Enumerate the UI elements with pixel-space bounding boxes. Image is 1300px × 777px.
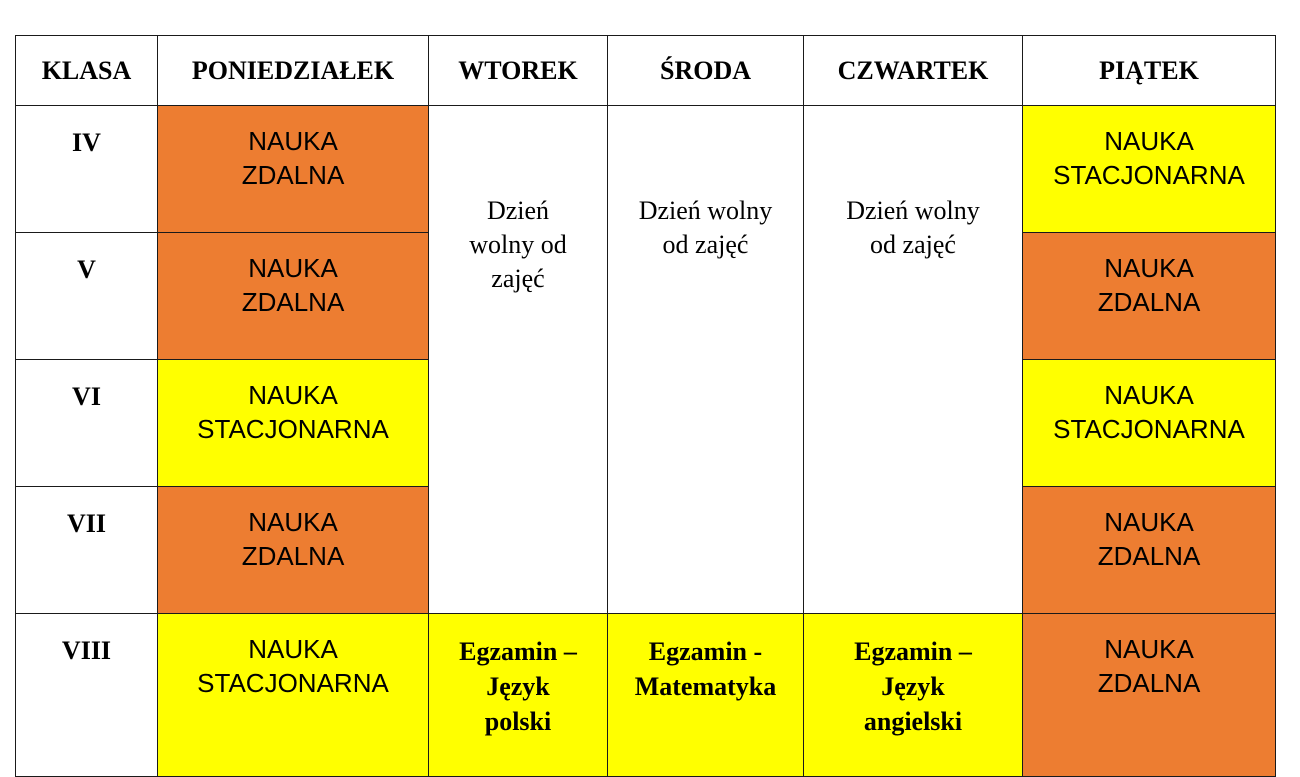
header-poniedzialek: PONIEDZIAŁEK [158, 36, 429, 106]
monday-cell [158, 233, 429, 360]
table-row [16, 614, 1276, 777]
thursday-free-cell [804, 106, 1023, 614]
header-sroda: ŚRODA [608, 36, 804, 106]
monday-cell [158, 360, 429, 487]
mode-label: NAUKA ZDALNA [1097, 253, 1201, 317]
header-piatek: PIĄTEK [1023, 36, 1276, 106]
header-row [16, 36, 1276, 106]
mode-label: NAUKA STACJONARNA [1053, 380, 1245, 444]
mode-label: NAUKA STACJONARNA [197, 634, 389, 698]
exam-label: Egzamin – Język polski [459, 637, 577, 736]
class-label: IV [16, 106, 158, 233]
free-day-label: Dzień wolny od zajęć [846, 196, 980, 259]
mode-label: NAUKA ZDALNA [241, 126, 345, 190]
thursday-exam-cell [804, 614, 1023, 777]
mode-label: NAUKA ZDALNA [1097, 634, 1201, 698]
class-label: VI [16, 360, 158, 487]
friday-cell [1023, 614, 1276, 777]
mode-label: NAUKA STACJONARNA [1053, 126, 1245, 190]
wednesday-free-cell [608, 106, 804, 614]
class-label: V [16, 233, 158, 360]
friday-cell [1023, 233, 1276, 360]
monday-cell [158, 614, 429, 777]
class-label: VIII [16, 614, 158, 777]
wednesday-exam-cell [608, 614, 804, 777]
free-day-label: Dzień wolny od zajęć [469, 196, 567, 293]
class-label: VII [16, 487, 158, 614]
header-klasa: KLASA [16, 36, 158, 106]
exam-label: Egzamin – Język angielski [854, 637, 972, 736]
friday-cell [1023, 106, 1276, 233]
exam-label: Egzamin - Matematyka [634, 637, 777, 701]
header-wtorek: WTOREK [429, 36, 608, 106]
monday-cell [158, 487, 429, 614]
monday-cell [158, 106, 429, 233]
tuesday-free-cell [429, 106, 608, 614]
friday-cell [1023, 487, 1276, 614]
mode-label: NAUKA STACJONARNA [197, 380, 389, 444]
free-day-label: Dzień wolny od zajęć [638, 196, 773, 259]
mode-label: NAUKA ZDALNA [241, 507, 345, 571]
mode-label: NAUKA ZDALNA [241, 253, 345, 317]
mode-label: NAUKA ZDALNA [1097, 507, 1201, 571]
friday-cell [1023, 360, 1276, 487]
header-czwartek: CZWARTEK [804, 36, 1023, 106]
tuesday-exam-cell [429, 614, 608, 777]
table-row [16, 106, 1276, 233]
schedule-table [15, 35, 1276, 777]
